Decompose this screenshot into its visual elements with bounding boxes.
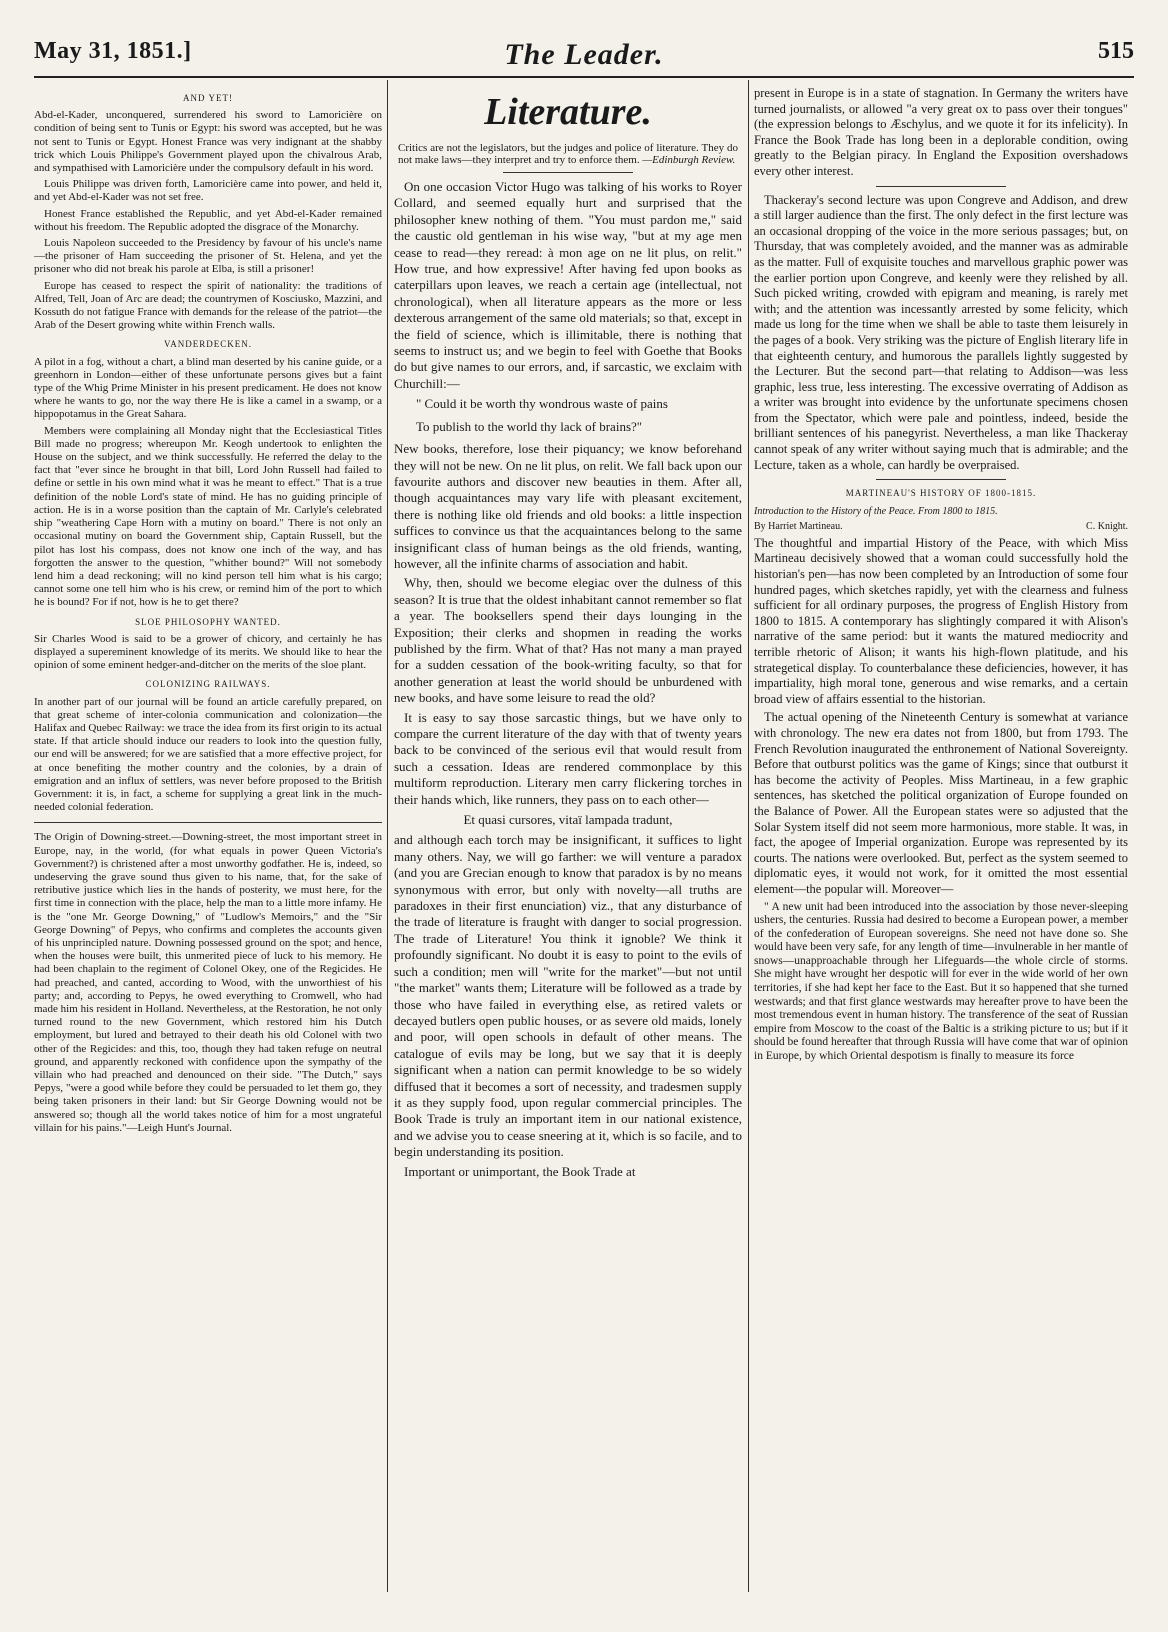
section-heading: AND YET! — [183, 93, 233, 103]
column-left — [34, 86, 382, 1590]
book-author: By Harriet Martineau. — [754, 520, 843, 532]
masthead-title: The Leader. — [504, 38, 664, 71]
paragraph: Important or unimportant, the Book Trade at — [404, 1163, 636, 1179]
paragraph: Thackeray's second lecture was upon Congreve and Addison, and drew a still larger audience than the first. The only defect in the first lecture was an occasional dropping of the voice in the more serious passages; but, on Thursday, that was completely avoided, and the manner was as admirable as the matter. Full of exquisite touches and marvellous graphic power was the earlier portion upon Congreve, and keenly were they relished by all. Such picked writing, crowded with epigram and meaning, is rarely met with; and the attention was incessantly arrested by some felicity, which made us long for the time when we shall be able to taste them leisurely in the pages of a book. Very striking was the picture of English literary life in that eighteenth century, and humorous the parallels lightly suggested by the Lecturer. But the second part—that relating to Addison—was less graphic, less true, less interesting. The excessive overrating of Addison as a writer was brought into evidence by the unfortunate specimens chosen from the Spectator, which were pale and pointless, indeed, beside the brilliant sentences of his panegyrist. Nevertheless, a man like Thackeray cannot speak of any writer without saying much that is admirable; and the Lecture, taken as a whole, can hardly be overpraised. — [754, 192, 1128, 472]
epigraph-source: —Edinburgh Review. — [642, 154, 736, 166]
latin-quote: Et quasi cursores, vitaï lampada tradunt, — [463, 812, 673, 828]
paragraph: A pilot in a fog, without a chart, a blind man deserted by his canine guide, or a greenhorn in London—either of these unfortunate persons gives but a faint type of the Whig Prime Minister in his present predicament. He does not know where he wants to go, nor the way there He is like a camel in a swamp, or a hippopotamus in the Great Sahara. — [34, 355, 382, 421]
column-rule — [387, 80, 388, 1592]
section-rule — [34, 822, 382, 823]
paragraph: Louis Philippe was driven forth, Lamoricière came into power, and held it, and yet Abd-el-Kader was not set free. — [34, 178, 382, 204]
book-title: Introduction to the History of the Peace. From 1800 to 1815. — [754, 505, 998, 517]
paragraph: Honest France established the Republic, and yet Abd-el-Kader remained without his freedom. The Republic adopted the disgrace of the Monarchy. — [34, 207, 382, 233]
quoted-paragraph: " A new unit had been introduced into the association by those never-sleeping ushers, the centuries. Russia had desired to become a European power, a member of the confederation of European sovereigns. She need not have done so. She would have been very safe, for any length of time—invulnerable in her mantle of snows—unapproachable through her Lifeguards—the whole circle of storms. She might have wrought her despotic will for ever in the wide world of her own territories, if she had kept her face to the East. But it so happened that she turned westwards; and that first glance westwards may hereafter prove to have been the most tremendous event in human history. The transference of the seat of Russian empire from Moscow to the coast of the Baltic is a striking picture to us; but if it should be found hereafter that through Russia will have come that war of opinion in Europe, by which Oriental despotism is finally to measure its force — [754, 900, 1128, 1063]
section-rule — [876, 186, 1006, 187]
paragraph: Why, then, should we become elegiac over the dulness of this season? It is true that the oldest inhabitant cannot remember so flat a year. The booksellers spend their days lounging in the Exposition; their clerks and shopmen in reading the works published by the firm. What of that? Has not many a man prayed for a sudden cessation of the book-writing faculty, so that for another generation at least the world should be unburdened with new books, and have some leisure to read the old? — [394, 575, 742, 706]
paragraph: The thoughtful and impartial History of the Peace, with which Miss Martineau decisively showed that a woman could successfully hold the historian's pen—has now been completed by an Introduction of some four hundred pages, which sketches rapidly, yet with the clearness and fulness sufficient for all ordinary purposes, the progress of English History from 1800 to 1815. A contemporary has slightingly compared it with Alison's narrative of the same period: but it wants the matured mediocrity and terrible rhetoric of Alison; it wants his high-flown platitude, and his strategetical display. To counterbalance these deficiencies, however, it has impartiality, high moral tone, generous and wise remarks, and a certain broad view of affairs essential to the historian. — [754, 535, 1128, 706]
masthead — [34, 38, 1134, 78]
epigraph — [398, 142, 738, 166]
masthead-rule — [34, 76, 1134, 78]
column-right — [754, 86, 1128, 1596]
section-heading: SLOE PHILOSOPHY WANTED. — [135, 616, 281, 627]
column-rule — [748, 80, 749, 1592]
book-title-line — [754, 506, 1128, 518]
paragraph: New books, therefore, lose their piquancy; we know beforehand they will not be new. On ne lit plus, on relit. We fall back upon our favourite authors and discover new beauties in them. After all, though acquaintances may vary life with pleasant excitement, there is nothing like old friends and old books: a little inspection suffices to convince us that the acquaintances belong to the same insignificant class of human beings as the old friends, wanting, however, all the infinite charms of association and habit. — [394, 441, 742, 571]
paragraph: Europe has ceased to respect the spirit of nationality: the traditions of Alfred, Tell, Joan of Arc are dead; the countrymen of Kosciusko, Mazzini, and Kossuth do not fatigue France with demands for the release of the patriot—the Arab of the Desert growing white within French walls. — [34, 279, 382, 332]
paragraph: Louis Napoleon succeeded to the Presidency by favour of his uncle's name—the prisoner of Ham succeeding the prisoner of St. Helena, and yet the prisoner who did not break his parole at Elba, is still a prisoner! — [34, 237, 382, 276]
column-center — [394, 86, 742, 1596]
quote-line: To publish to the world thy lack of brains?" — [416, 418, 643, 434]
paragraph: In another part of our journal will be found an article carefully prepared, on that great scheme of inter-colonia communication and colonization—the Halifax and Quebec Railway: we trace the idea from its first origin to its actual state. If that article should induce our readers to look into the question fully, our end will be answered; for we are satisfied that a more effective project, for at once benefiting the mother country and the colonies, by a drain of emigration and an influx of settlers, was never before proposed to the British Government: it is, in fact, a scheme for supplying a great link in the much-needed colonial federation. — [34, 695, 382, 814]
book-author-line — [754, 521, 1128, 533]
book-publisher: C. Knight. — [1086, 520, 1128, 532]
section-title: Literature. — [484, 91, 652, 133]
paragraph: The Origin of Downing-street.—Downing-street, the most important street in Europe, nay, in the world, (for what equals in power Queen Victoria's Government?) is christened after a most unworthy godfather. He is, indeed, so undeserving the grave sound thus given to his name, that, for the sake of retributive justice which lies in the hands of posterity, we must here, for the first time in connection with the place, help the man to a little more infamy. He is the "one Mr. George Downing," of "Ludlow's Memoirs," and the "Sir George Downing" of Pepys, who confirms and completes the accounts given of his unprincipled nature. Downing possessed ground on the spot; and hence, when the houses were built, this unmerited piece of luck to his memory. He had been chaplain to the regiment of Colonel Okey, one of the Regicides. He had preached, and canted, according to Wood, with the unworthiest of his party; and, according to Pepys, he owed everything to Cromwell, who had made him his resident in Holland. Nevertheless, at the Restoration, he not only turned round to the new Government, which restored him his Dutch employment, but lured and betrayed to their death his old Colonel with two other of the Regicides: and this, too, though they had taken refuge on neutral ground, and apparently reckoned with confidence upon the sympathy of the villain who had preached and denounced on their side. "The Dutch," says Pepys, "were a good while before they could be persuaded to let them go, they being taken prisoners in their land: but Sir George Downing would not be answered so; though all the world takes notice of him for a most ungrateful villain for his pains."—Leigh Hunt's Journal. — [34, 831, 382, 1134]
paragraph: On one occasion Victor Hugo was talking of his works to Royer Collard, and seemed equally hurt and surprised that the philosopher knew nothing of them. "You must pardon me," said the caustic old gentleman in his wise way, "but at my age men cease to read—they reread: à mon age on ne lit plus, on relit." How true, and how expressive! After having fed upon books as caterpillars upon leaves, we reach a certain age (intellectual, not chronological), when all literature appears as the more or less dexterous arrangement of the same old materials; so that, except in the field of science, which is illimitable, there is nothing that seems to instruct us; and we begin to feel with Goethe that Books do but give names to our errors, and, if sarcastic, we exclaim with Churchill:— — [394, 179, 742, 391]
section-heading: COLONIZING RAILWAYS. — [145, 679, 271, 690]
epigraph-text: Critics are not the legislators, but the judges and police of literature. They do not make laws—they interpret and try to enforce them. — [398, 142, 738, 166]
heading-rule — [503, 172, 633, 173]
paragraph: and although each torch may be insignificant, it suffices to light many others. Nay, we will go farther: we will venture a paradox (and you are Grecian enough to know that paradox is by no means synonymous with error, but only with novelty—all truths are paradoxes in their first enunciation) viz., that any disturbance of the trade of literature is fraught with danger to social progression. The trade of Literature! You think it ignoble? We think it profoundly significant. No doubt it is easy to point to the evils of such a condition; men will "write for the market"—but not until "the market" wants them; Literature will be followed as a trade by those who have failed in everything else, as retired valets or decayed butlers open public houses, or as severe old maids, lonely and poor, will open schools in default of other means. The catalogue of evils may be long, but we say that it is deeply significant when a nation can permit knowledge to be so widely diffused that it becomes a sort of necessity, and tradesmen supply it as they supply food, upon regular commercial principles. The Book Trade is truly an important item in our national existence, and we advise you to cease sneering at it, which is so facile, and to begin understanding its position. — [394, 832, 742, 1160]
paragraph: Members were complaining all Monday night that the Ecclesiastical Titles Bill made no progress; whereupon Mr. Keogh undertook to enlighten the House on the subject, and we think successfully. He referred the delay to the fact that "ever since he brought in that bill, Lord John Russell had failed to define or settle in his own mind what it was he meant to effect." That is a true definition of the noble Lord's state of mind. He has no guiding principle of action. He is in a worse position than the captain of Mr. Carlyle's celebrated ship "weathering Cape Horn with a mutiny on board." There is not only an occasional mutiny on board the Government ship, Captain Russell, but the pilot has lost his compass, does not know one inch of the way, and has forgotten the answer to the question, "whither bound?" Will not somebody lend him a dead reckoning; will no kind person tell him what is his cargo; cannot some one tell him who is his crew, or remind him of the port to which he is bound? For if not, how is he to get there? — [34, 424, 382, 609]
masthead-date: May 31, 1851.] — [34, 38, 192, 64]
section-heading: MARTINEAU'S HISTORY OF 1800-1815. — [845, 488, 1037, 499]
page-number: 515 — [1098, 38, 1134, 64]
section-rule — [876, 479, 1006, 480]
paragraph: Abd-el-Kader, unconquered, surrendered his sword to Lamoricière on condition of being sent to Tunis or Egypt: his sword was accepted, but he was not sent to Tunis or Egypt. Honest France was very indignant at the shabby trick which Louis Philippe's Government played upon the chivalrous Arab, and sympathised with Lamoricière under the compulsory default in his word. — [34, 109, 382, 175]
section-heading: VANDERDECKEN. — [163, 339, 253, 350]
paragraph: Sir Charles Wood is said to be a grower of chicory, and certainly he has displayed a supereminent knowledge of its merits. We should like to hear the opinion of some eminent hedger-and-ditcher on the merits of the sloe plant. — [34, 632, 382, 672]
paragraph: It is easy to say those sarcastic things, but we have only to compare the current literature of the day with that of twenty years back to be convinced of the serious evil that would result from such a cessation. Ideas are rendered commonplace by this multiform reproduction. Literary men carry flickering torches in their hands which, like runners, they pass on to each other— — [394, 709, 742, 807]
paragraph: The actual opening of the Nineteenth Century is somewhat at variance with chronology. The new era dates not from 1800, but from 1793. The French Revolution inaugurated the enthronement of National Sovereignty. Before that outburst politics was the game of Kings; since that outburst it has become the activity of Peoples. Miss Martineau, in a few graphic sentences, has sketched the political organization of Europe founded on the Balance of Power. All the European states were so adjusted that the Solar System itself did not seem more harmonious, more stable. It was, in fact, the apogee of Imperial organization. Europe was represented by its courts. The nations were overlooked. But, perfect as the system seemed to diplomatic eyes, it would not work, for it omitted the most essential element—the popular will. Moreover— — [754, 710, 1128, 896]
quote-line: " Could it be worth thy wondrous waste of pains — [416, 396, 668, 412]
paragraph: present in Europe is in a state of stagnation. In Germany the writers have turned journalists, or allowed "a very great ox to pass over their tongues" (the expression belongs to Æschylus, and we quote it for its infelicity). In France the Book Trade has long been in a deplorable condition, owing greatly to the Belgian piracy. In England the Exposition overshadows every other interest. — [754, 86, 1128, 178]
